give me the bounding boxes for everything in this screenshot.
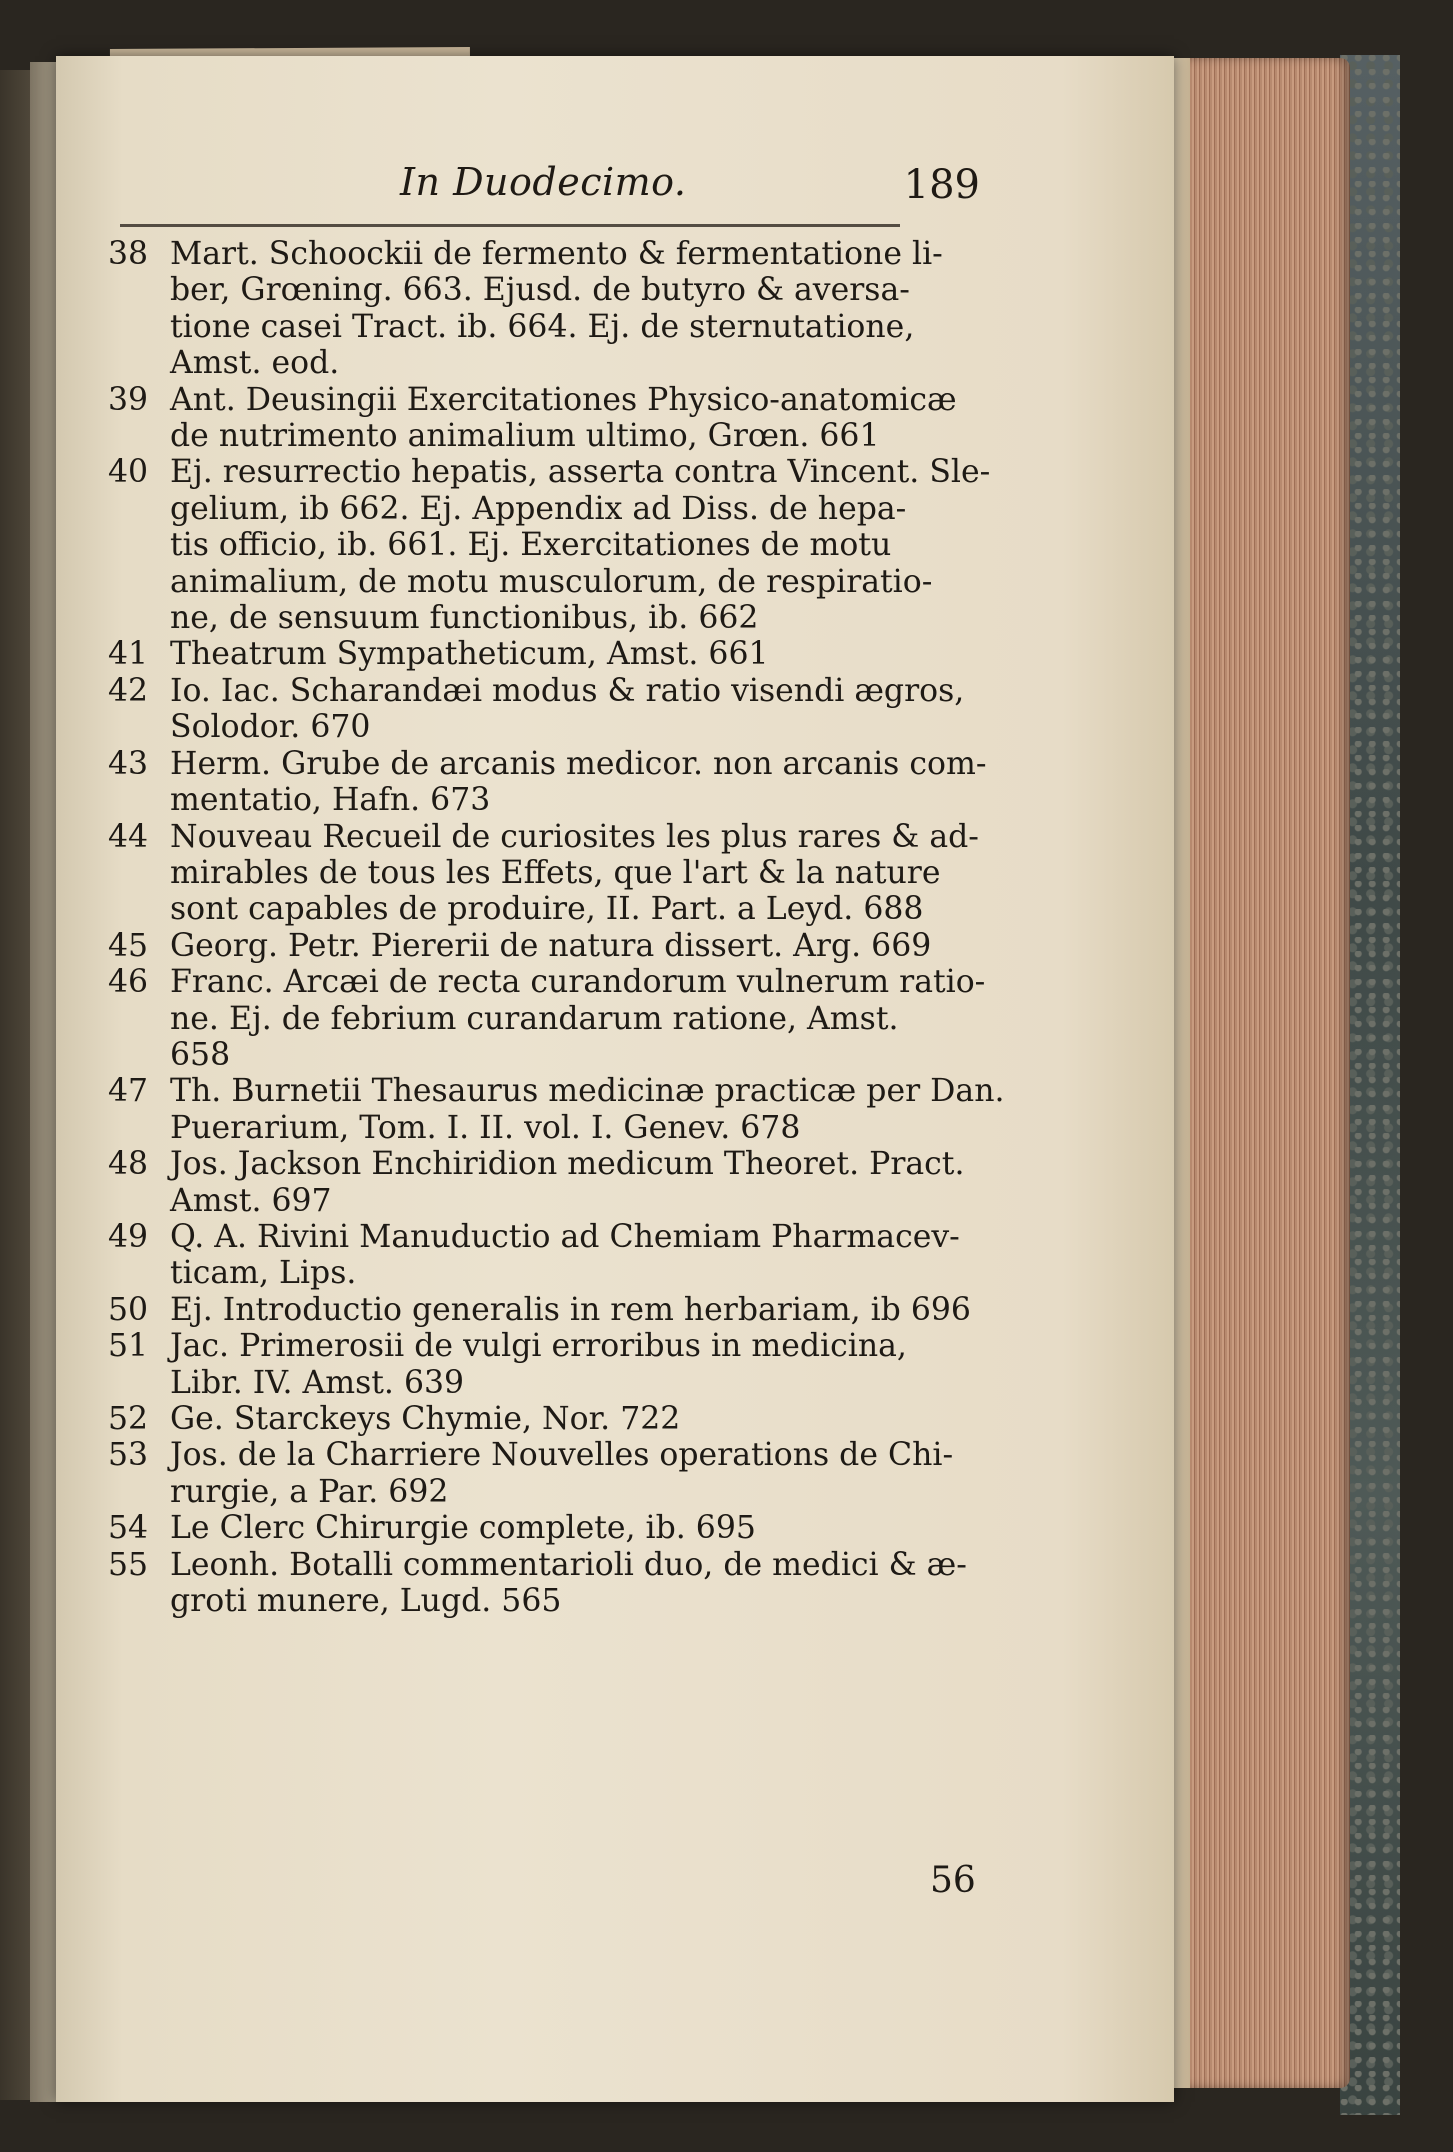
- entry-line: Puerarium, Tom. I. II. vol. I. Genev. 678: [170, 1109, 801, 1146]
- entry-line: ticam, Lips.: [170, 1255, 357, 1292]
- entry-line: 658: [170, 1036, 231, 1073]
- entry-line: ber, Grœning. 663. Ejusd. de butyro & aversa-: [170, 272, 910, 309]
- running-title: In Duodecimo.: [400, 160, 687, 204]
- catalogue-entry: [108, 636, 988, 672]
- entry-line: Mart. Schoockii de fermento & fermentatione li-: [170, 236, 943, 272]
- catalogue-entry: [108, 454, 991, 637]
- entry-text: [170, 454, 990, 636]
- entry-line: Herm. Grube de arcanis medicor. non arcanis com-: [170, 745, 987, 782]
- entry-number: 54: [108, 1510, 149, 1547]
- catalogue-entry: [108, 1219, 988, 1292]
- catalogue-entry: [108, 1547, 988, 1620]
- entry-line: Th. Burnetii Thesaurus medicinæ practicæ per Dan.: [170, 1073, 1005, 1110]
- entry-text: [170, 382, 988, 455]
- entry-number: 53: [108, 1437, 149, 1474]
- entry-number: 49: [108, 1218, 149, 1255]
- entry-number: 40: [108, 454, 149, 491]
- catchword: 56: [930, 1860, 976, 1901]
- entry-line: tis officio, ib. 661. Ej. Exercitationes de motu: [170, 527, 892, 564]
- entry-number: 42: [108, 672, 149, 709]
- page-block-edges: [1160, 58, 1350, 2088]
- catalogue-entry: [108, 746, 988, 819]
- entry-number: 45: [108, 927, 149, 964]
- entry-text: [170, 673, 988, 746]
- entry-line: Georg. Petr. Piererii de natura dissert. Arg. 669: [170, 927, 932, 964]
- catalogue-entry: [108, 1401, 988, 1437]
- entry-text: [170, 1547, 988, 1620]
- entry-number: 38: [108, 236, 149, 272]
- catalogue-entry: [108, 1146, 988, 1219]
- entry-line: sont capables de produire, II. Part. a Leyd. 688: [170, 891, 924, 928]
- entry-line: Jac. Primerosii de vulgi erroribus in medicina,: [170, 1328, 907, 1365]
- entry-line: Leonh. Botalli commentarioli duo, de medici & æ-: [170, 1546, 967, 1583]
- entry-number: 39: [108, 381, 149, 418]
- entry-number: 55: [108, 1546, 149, 1583]
- entry-text: [170, 1292, 988, 1328]
- page-number: 189: [903, 162, 980, 208]
- entry-line: groti munere, Lugd. 565: [170, 1583, 562, 1620]
- entry-line: Jos. de la Charriere Nouvelles operations de Chi-: [170, 1437, 954, 1474]
- catalogue-entry: [108, 1328, 988, 1401]
- entry-line: Ej. resurrectio hepatis, asserta contra Vincent. Sle-: [170, 454, 991, 491]
- entry-line: Libr. IV. Amst. 639: [170, 1364, 465, 1401]
- entry-number: 44: [108, 818, 149, 855]
- catalogue-entry: [108, 1510, 988, 1546]
- entry-line: mentatio, Hafn. 673: [170, 782, 491, 819]
- catalogue-entry: [108, 819, 988, 928]
- entry-line: Nouveau Recueil de curiosites les plus rares & ad-: [170, 818, 979, 855]
- entry-text: [170, 1437, 988, 1510]
- entry-line: Io. Iac. Scharandæi modus & ratio visendi ægros,: [170, 672, 965, 709]
- entry-line: tione casei Tract. ib. 664. Ej. de sternutatione,: [170, 308, 915, 345]
- entry-line: Amst. eod.: [170, 345, 340, 382]
- catalogue-entry: [108, 928, 988, 964]
- catalogue-entry: [108, 382, 988, 455]
- header-rule: [120, 224, 900, 227]
- entry-text: [170, 1401, 988, 1437]
- entry-number: 50: [108, 1291, 149, 1328]
- entry-line: mirables de tous les Effets, que l'art & la nature: [170, 854, 941, 891]
- catalogue-entry: [108, 1292, 988, 1328]
- catalogue-entry: [108, 673, 988, 746]
- entry-number: 47: [108, 1073, 149, 1110]
- entry-line: gelium, ib 662. Ej. Appendix ad Diss. de hepa-: [170, 490, 907, 527]
- entry-text: [170, 1073, 1005, 1146]
- entry-line: Ge. Starckeys Chymie, Nor. 722: [170, 1401, 681, 1437]
- entry-text: [170, 1146, 988, 1219]
- entry-line: Amst. 697: [170, 1182, 332, 1219]
- entry-text: [170, 636, 988, 672]
- entry-number: 51: [108, 1328, 149, 1365]
- entry-line: Q. A. Rivini Manuductio ad Chemiam Pharmacev-: [170, 1218, 960, 1255]
- catalogue-entries: [108, 236, 1005, 1620]
- entry-text: [170, 1219, 988, 1292]
- entry-number: 48: [108, 1146, 149, 1183]
- entry-text: [170, 928, 988, 964]
- page-header: [400, 160, 980, 220]
- entry-line: Solodor. 670: [170, 709, 371, 746]
- entry-line: ne. Ej. de febrium curandarum ratione, Amst.: [170, 1000, 899, 1037]
- entry-number: 52: [108, 1401, 149, 1437]
- entry-line: Franc. Arcæi de recta curandorum vulnerum ratio-: [170, 964, 986, 1001]
- entry-text: [170, 1510, 988, 1546]
- entry-line: Jos. Jackson Enchiridion medicum Theoret. Pract.: [170, 1146, 965, 1183]
- entry-text: [170, 819, 988, 928]
- catalogue-entry: [108, 964, 988, 1073]
- entry-line: Ant. Deusingii Exercitationes Physico-anatomicæ: [170, 381, 957, 418]
- entry-number: 41: [108, 636, 149, 673]
- entry-number: 46: [108, 964, 149, 1001]
- entry-line: animalium, de motu musculorum, de respiratio-: [170, 563, 933, 600]
- entry-text: [170, 746, 988, 819]
- entry-number: 43: [108, 745, 149, 782]
- entry-text: [170, 236, 988, 382]
- entry-line: rurgie, a Par. 692: [170, 1473, 449, 1510]
- catalogue-entry: [108, 1437, 988, 1510]
- entry-line: Ej. Introductio generalis in rem herbariam, ib 696: [170, 1291, 971, 1328]
- catalogue-entry: [108, 236, 988, 382]
- entry-text: [170, 1328, 988, 1401]
- entry-line: ne, de sensuum functionibus, ib. 662: [170, 600, 759, 637]
- entry-line: de nutrimento animalium ultimo, Grœn. 661: [170, 418, 880, 455]
- entry-line: Le Clerc Chirurgie complete, ib. 695: [170, 1510, 756, 1547]
- entry-text: [170, 964, 988, 1073]
- catalogue-entry: [108, 1073, 1005, 1146]
- entry-line: Theatrum Sympatheticum, Amst. 661: [170, 636, 769, 673]
